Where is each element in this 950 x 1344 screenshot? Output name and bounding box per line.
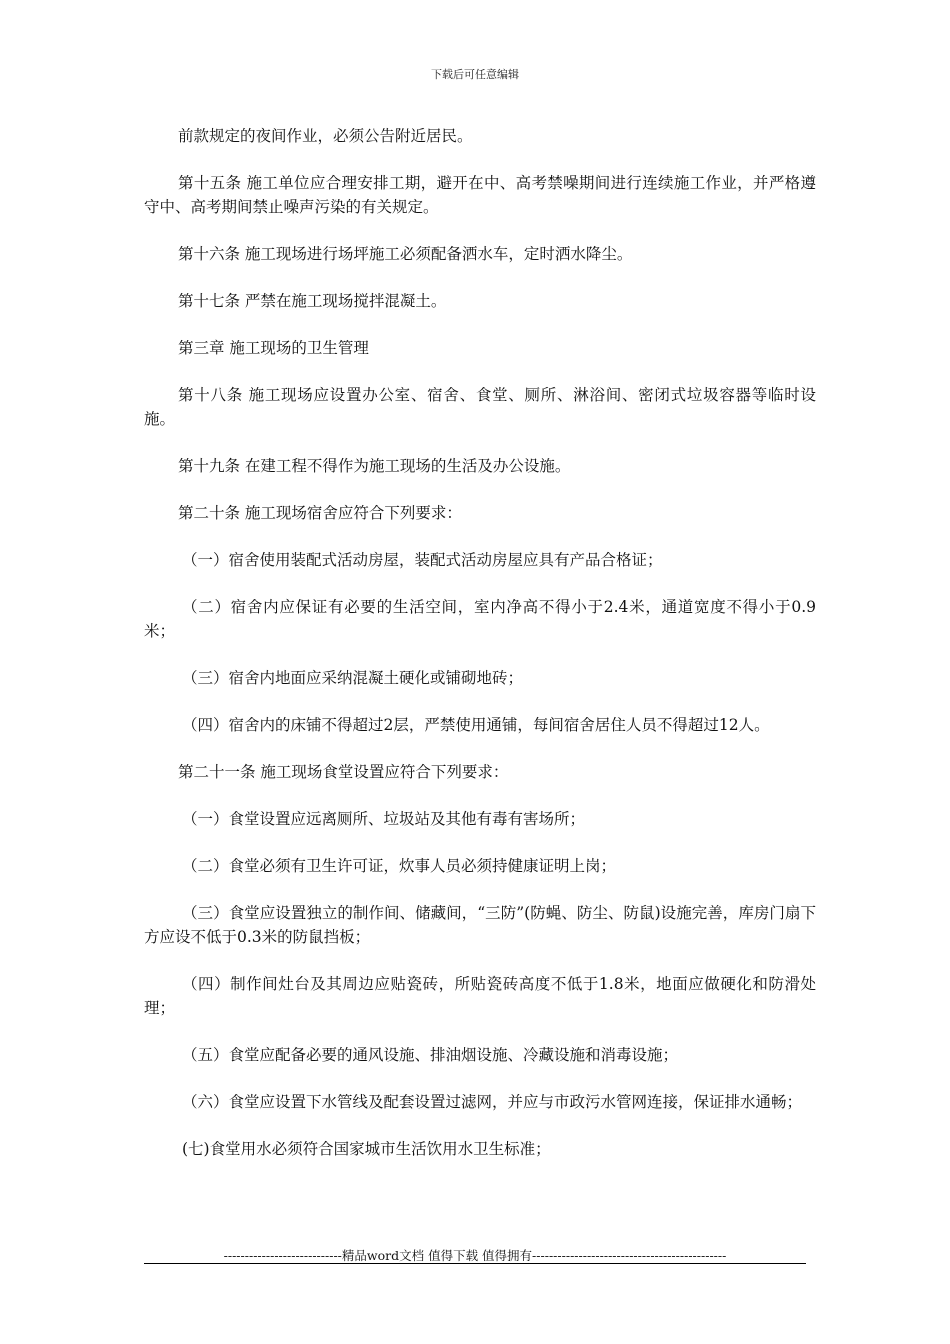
article-21-item-1: （一）食堂设置应远离厕所、垃圾站及其他有毒有害场所； [182,810,586,828]
article-20-item-3: （三）宿舍内地面应采纳混凝土硬化或铺砌地砖； [182,669,524,687]
paragraph-1: 前款规定的夜间作业，必须公告附近居民。 [178,127,473,145]
article-21-item-6: （六）食堂应设置下水管线及配套设置过滤网，并应与市政污水管网连接，保证排水通畅； [182,1093,803,1111]
article-17: 第十七条 严禁在施工现场搅拌混凝土。 [178,292,447,310]
article-21-item-4: （四）制作间灶台及其周边应贴瓷砖，所贴瓷砖高度不低于1.8米，地面应做硬化和防滑处理； [144,975,816,1017]
article-21-item-7: (七)食堂用水必须符合国家城市生活饮用水卫生标准； [182,1140,551,1158]
article-19: 第十九条 在建工程不得作为施工现场的生活及办公设施。 [178,457,571,475]
article-20: 第二十条 施工现场宿舍应符合下列要求： [178,504,462,522]
chapter-3-heading: 第三章 施工现场的卫生管理 [178,339,369,357]
page-footer: ----------------------------精品word文档 值得下载 值得拥有---------------------------------------------- [223,1248,727,1263]
article-15: 第十五条 施工单位应合理安排工期，避开在中、高考禁噪期间进行连续施工作业，并严格遵守中、高考期间禁止噪声污染的有关规定。 [144,174,816,216]
document-body [144,124,816,1184]
article-21-item-2: （二）食堂必须有卫生许可证，炊事人员必须持健康证明上岗； [182,857,617,875]
article-16: 第十六条 施工现场进行场坪施工必须配备洒水车，定时洒水降尘。 [178,245,633,263]
article-21-item-3: （三）食堂应设置独立的制作间、储藏间，“三防”(防蝇、防尘、防鼠)设施完善，库房门扇下方应设不低于0.3米的防鼠挡板； [144,904,816,946]
article-20-item-2: （二）宿舍内应保证有必要的生活空间，室内净高不得小于2.4米，通道宽度不得小于0.9米； [144,598,816,640]
article-21: 第二十一条 施工现场食堂设置应符合下列要求： [178,763,509,781]
article-20-item-1: （一）宿舍使用装配式活动房屋，装配式活动房屋应具有产品合格证； [182,551,663,569]
page-header: 下载后可任意编辑 [431,68,519,81]
article-18: 第十八条 施工现场应设置办公室、宿舍、食堂、厕所、淋浴间、密闭式垃圾容器等临时设施。 [144,386,816,428]
article-21-item-5: （五）食堂应配备必要的通风设施、排油烟设施、冷藏设施和消毒设施； [182,1046,679,1064]
article-20-item-4: （四）宿舍内的床铺不得超过2层，严禁使用通铺，每间宿舍居住人员不得超过12人。 [182,716,770,734]
footer-divider [144,1263,806,1264]
